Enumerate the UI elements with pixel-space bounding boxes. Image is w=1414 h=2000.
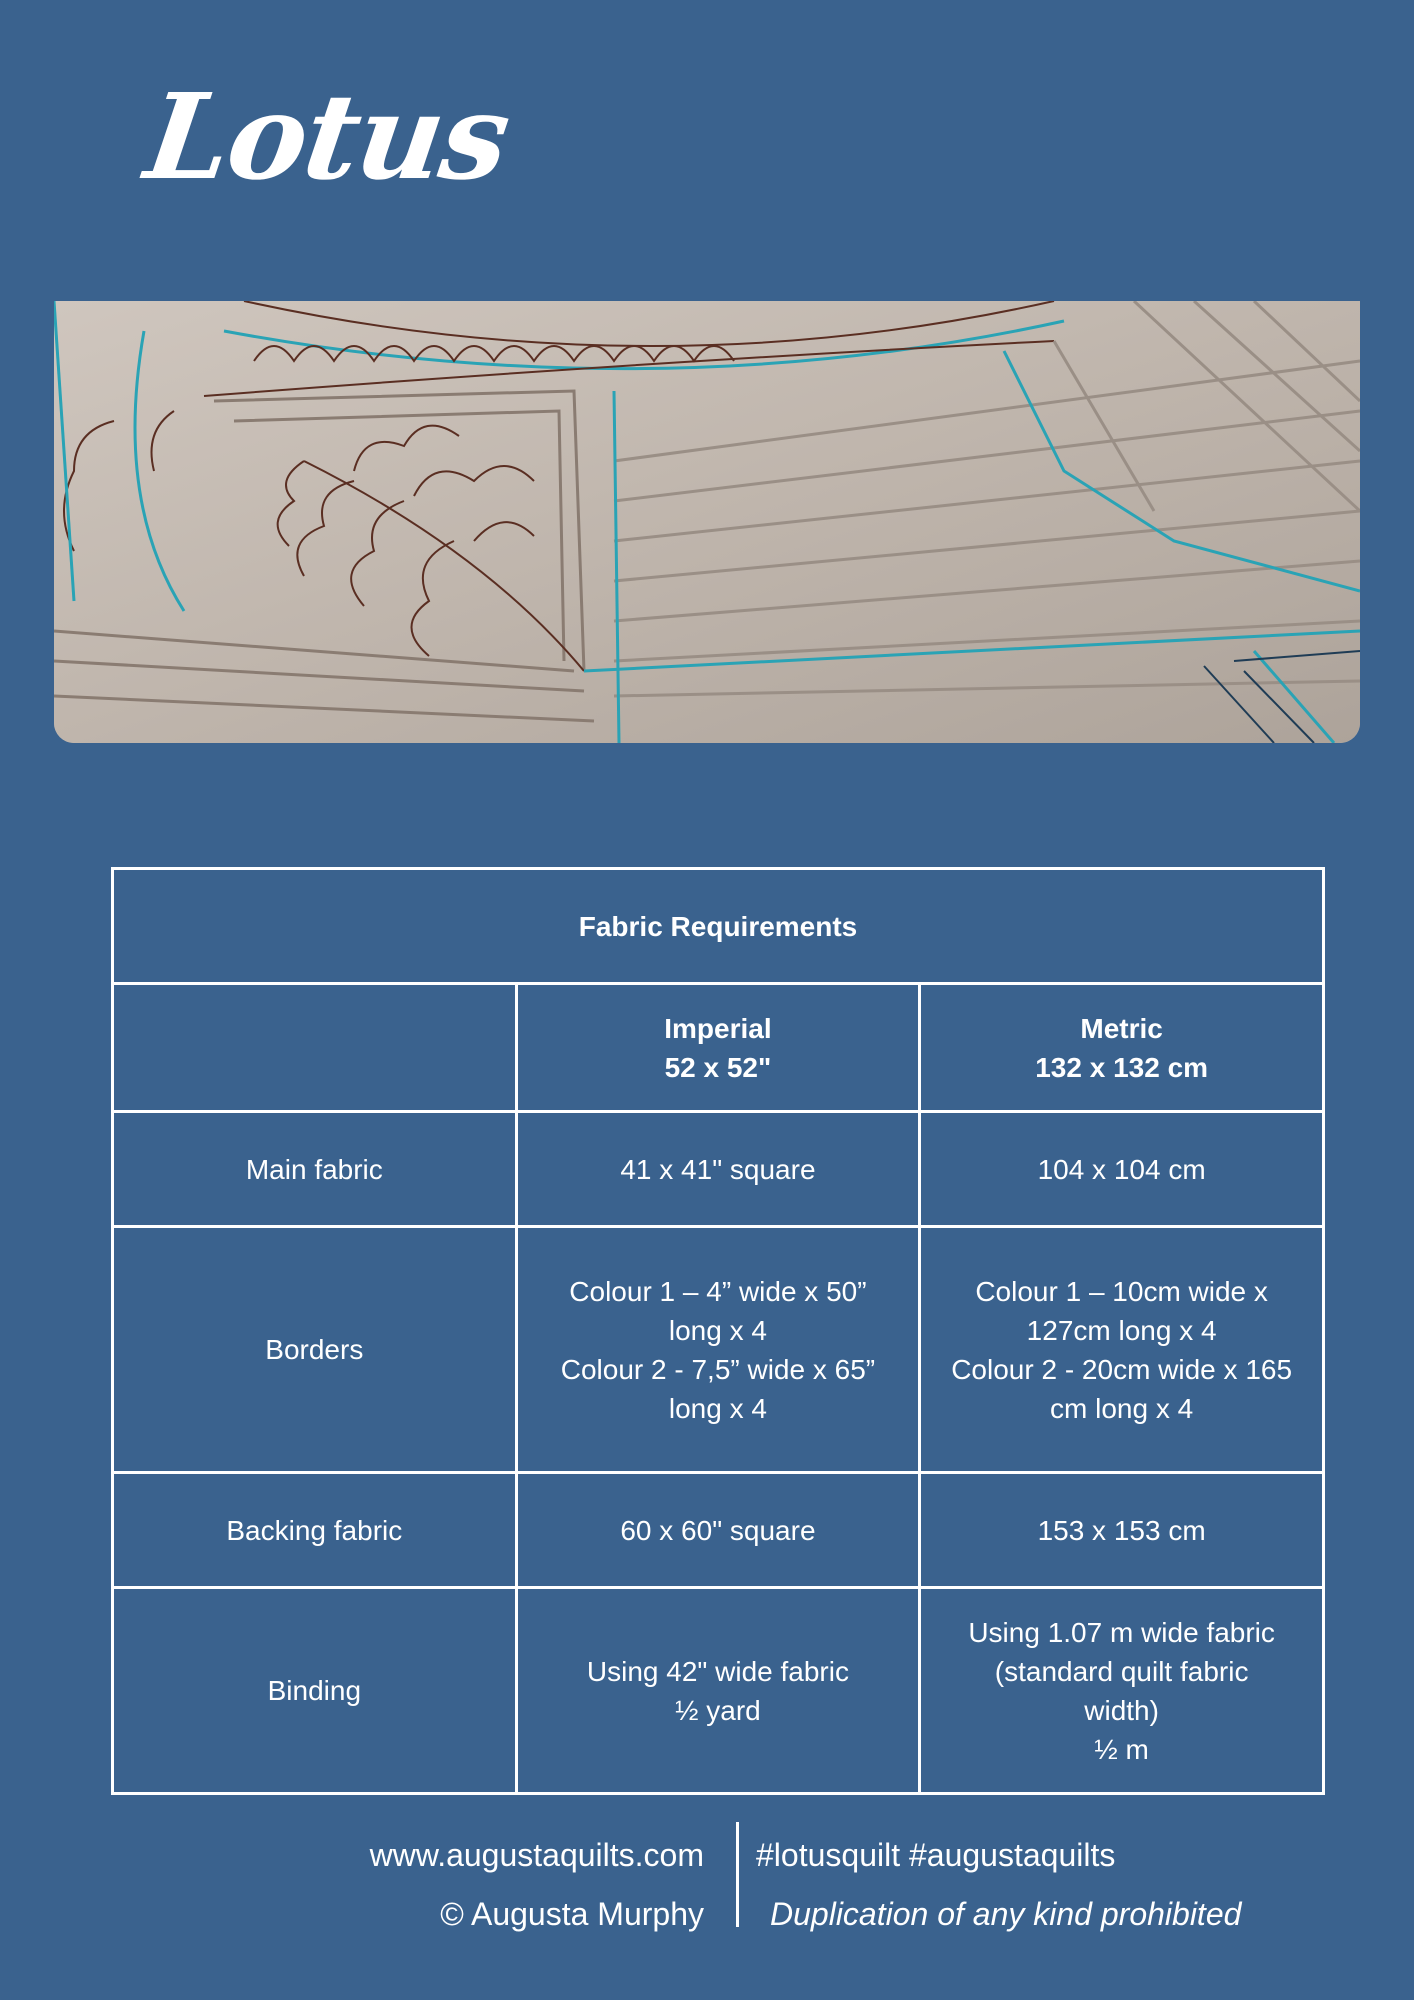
cell-line: 104 x 104 cm: [1037, 1153, 1206, 1185]
hashtags-text: #lotusquilt #augustaquilts: [756, 1837, 1116, 1873]
main-fabric-metric: [920, 1112, 1324, 1227]
borders-metric: [920, 1227, 1324, 1473]
cell-line: width): [1084, 1694, 1159, 1726]
page-title: Lotus: [138, 67, 517, 206]
backing-imperial: [516, 1473, 920, 1588]
cell-line: 127cm long x 4: [1026, 1314, 1217, 1346]
copyright-text: © Augusta Murphy: [440, 1896, 704, 1932]
duplication-notice: Duplication of any kind prohibited: [770, 1896, 1242, 1932]
footer-divider: [736, 1822, 739, 1927]
main-fabric-imperial: [516, 1112, 920, 1227]
quilt-photo-image: [54, 301, 1360, 743]
cell-line: ½ m: [1094, 1733, 1149, 1765]
metric-size: 132 x 132 cm: [1035, 1051, 1209, 1083]
table-header-metric: [920, 984, 1324, 1112]
imperial-size: 52 x 52": [664, 1051, 772, 1083]
borders-imperial: [516, 1227, 920, 1473]
table-row: [113, 1588, 1324, 1794]
cell-line: Colour 1 – 10cm wide x: [975, 1275, 1268, 1307]
table-row: [113, 1473, 1324, 1588]
binding-imperial: [516, 1588, 920, 1794]
cell-line: 153 x 153 cm: [1037, 1514, 1206, 1546]
fabric-requirements-table: [111, 867, 1325, 1795]
cell-line: Using 1.07 m wide fabric: [968, 1616, 1275, 1648]
footer-right: [756, 1826, 1241, 1944]
cell-line: cm long x 4: [1050, 1392, 1194, 1424]
cell-line: Using 42" wide fabric: [586, 1655, 849, 1687]
table-row: [113, 1112, 1324, 1227]
cell-line: 60 x 60" square: [620, 1514, 816, 1546]
cell-line: (standard quilt fabric: [994, 1655, 1249, 1687]
cell-line: Colour 1 – 4” wide x 50”: [569, 1275, 867, 1307]
cell-line: ½ yard: [675, 1694, 761, 1726]
imperial-label: Imperial: [664, 1012, 772, 1044]
website-link[interactable]: www.augustaquilts.com: [369, 1837, 704, 1873]
table-header-imperial: [516, 984, 920, 1112]
table-caption: Fabric Requirements: [113, 869, 1324, 984]
table-header-empty: [113, 984, 517, 1112]
cell-line: Colour 2 - 20cm wide x 165: [951, 1353, 1293, 1385]
binding-metric: [920, 1588, 1324, 1794]
table-title-row: [113, 869, 1324, 984]
cell-line: 41 x 41" square: [620, 1153, 816, 1185]
metric-label: Metric: [1080, 1012, 1163, 1044]
quilt-photo: [54, 301, 1360, 743]
row-label-binding: Binding: [113, 1588, 517, 1794]
cell-line: Colour 2 - 7,5” wide x 65”: [560, 1353, 876, 1385]
footer-left: [370, 1826, 704, 1944]
backing-metric: [920, 1473, 1324, 1588]
cell-line: long x 4: [668, 1392, 767, 1424]
row-label-backing-fabric: Backing fabric: [113, 1473, 517, 1588]
table-header-row: [113, 984, 1324, 1112]
cell-line: long x 4: [668, 1314, 767, 1346]
row-label-borders: Borders: [113, 1227, 517, 1473]
table-row: [113, 1227, 1324, 1473]
row-label-main-fabric: Main fabric: [113, 1112, 517, 1227]
